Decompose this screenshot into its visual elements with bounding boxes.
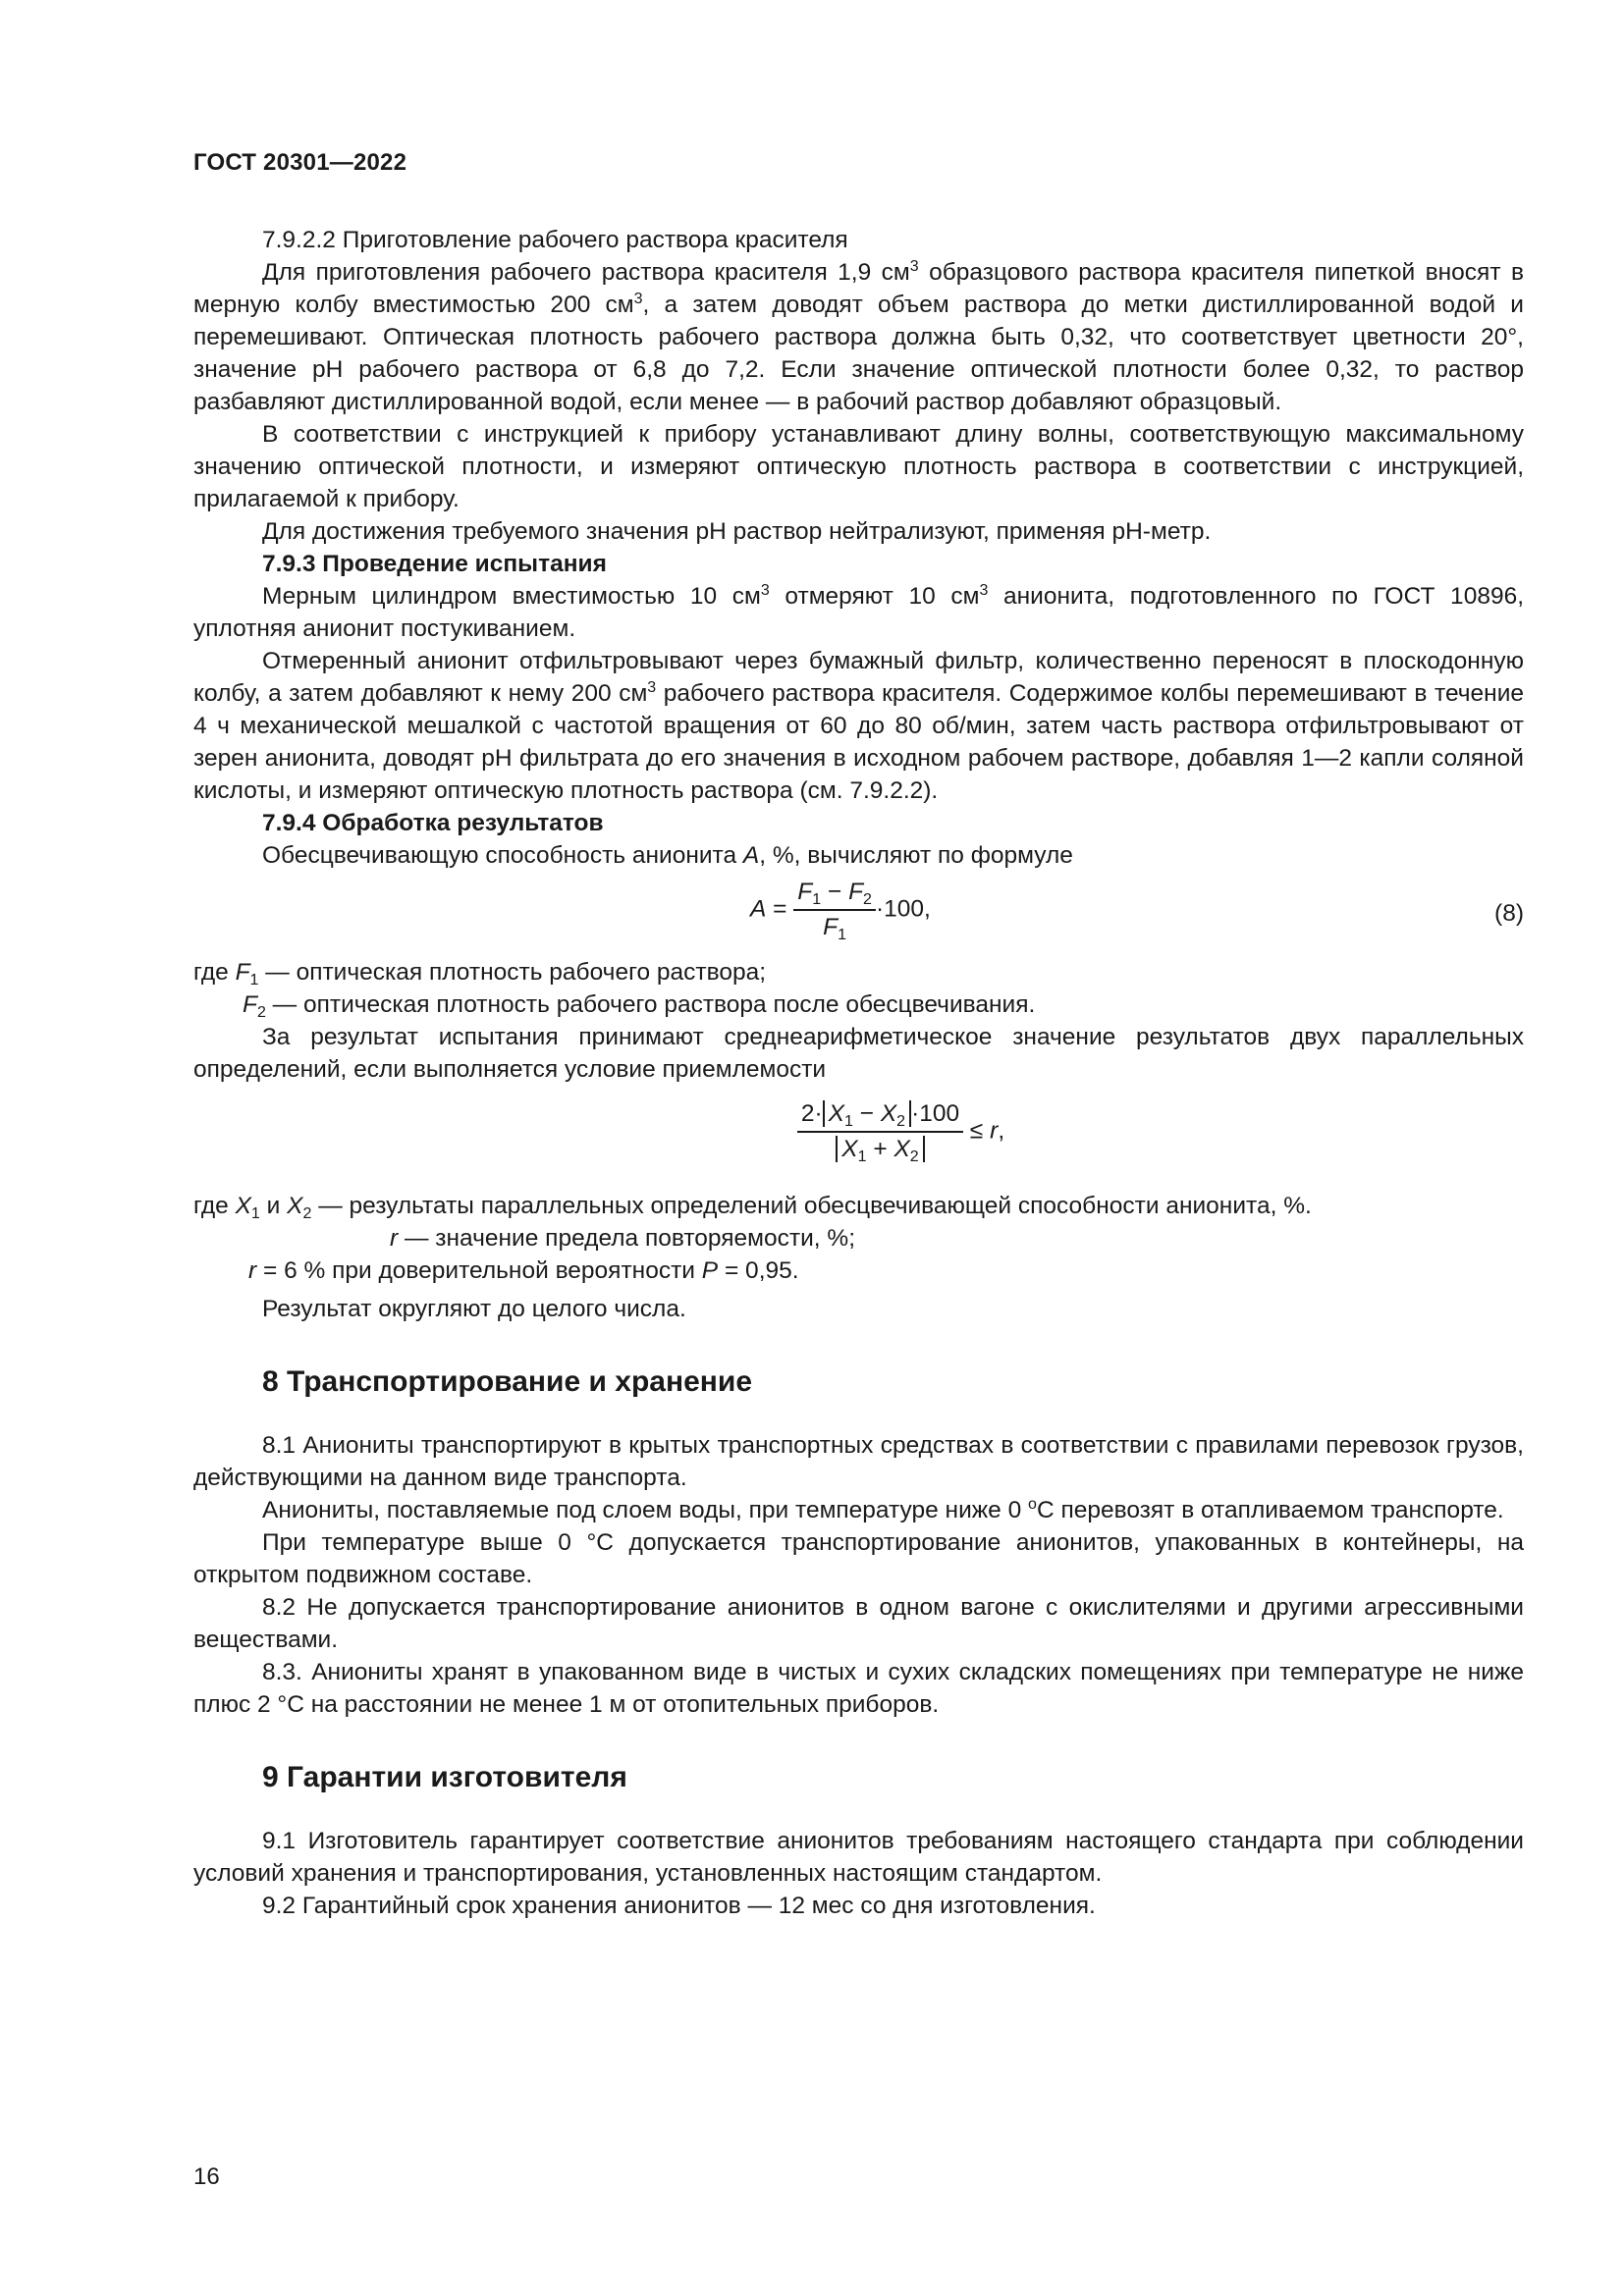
legend-r-value: r = 6 % при доверительной вероятности P = 0,95. bbox=[248, 1257, 799, 1284]
section-794-paragraph-1: Обесцвечивающую способность анионита A, %, вычисляют по формуле bbox=[262, 842, 1073, 869]
section-8-paragraph-1: 8.1 Аниониты транспортируют в крытых транспортных средствах в соответствии с правилами перевозок грузов, действующими на данном виде транспорта. bbox=[193, 1432, 1524, 1491]
result-paragraph: За результат испытания принимают среднеарифметическое значение результатов двух параллельных определений, если выполняется условие приемлемости bbox=[193, 1024, 1524, 1083]
section-7922-paragraph-1: Для приготовления рабочего раствора красителя 1,9 $см^3$ образцового раствора красителя пипеткой вносят в мерную колбу вместимостью 200 $см^3$, а затем доводят объем раствора до метки дистиллированной водой и перемешивают. Оптическая плотность рабочего раствора должна быть 0,32, что соответствует цветности 20°, значение pH рабочего раствора от 6,8 до 7,2. Если значение оптической плотности более 0,32, то раствор разбавляют дистиллированной водой, если менее — в рабочий раствор добавляют образцовый. bbox=[193, 258, 1524, 415]
rounding-note: Результат округляют до целого числа. bbox=[262, 1296, 686, 1322]
section-793-paragraph-2: Отмеренный анионит отфильтровывают через бумажный фильтр, количественно переносят в плоскодонную колбу, а затем добавляют к нему 200 $см^3$ рабочего раствора красителя. Содержимое колбы перемешивают в течение 4 ч механической мешалкой с частотой вращения от 60 до 80 об/мин, затем часть раствора отфильтровывают от зерен анионита, доводят pH фильтрата до его значения в исходном рабочем растворе, добавляя 1—2 капли соляной кислоты, и измеряют оптическую плотность раствора (см. 7.9.2.2). bbox=[193, 648, 1525, 804]
section-7922-paragraph-2: В соответствии с инструкцией к прибору устанавливают длину волны, соответствующую максимальному значению оптической плотности, и измеряют оптическую плотность раствора в соответствии с инструкцией, прилагаемой к прибору. bbox=[193, 421, 1524, 512]
section-794-title: 7.9.4 Обработка результатов bbox=[262, 810, 604, 836]
formula-8: A = $\frac{F_1 - F_2}{F_1}$ ·100, (8) bbox=[750, 879, 1524, 943]
section-7922-title: 7.9.2.2 Приготовление рабочего раствора красителя bbox=[262, 227, 848, 253]
equation-number: (8) bbox=[1494, 900, 1524, 927]
section-9-paragraph-1: 9.1 Изготовитель гарантирует соответствие анионитов требованиям настоящего стандарта при соблюдении условий хранения и транспортирования, установленных настоящим стандартом. bbox=[193, 1828, 1524, 1887]
legend-f2: $F_2$ — оптическая плотность рабочего раствора после обесцвечивания. bbox=[243, 991, 1036, 1021]
section-9-paragraph-2: 9.2 Гарантийный срок хранения анионитов — 12 мес со дня изготовления. bbox=[262, 1893, 1096, 1919]
section-8-paragraph-4: 8.2 Не допускается транспортирование анионитов в одном вагоне с окислителями и другими агрессивными веществами. bbox=[193, 1594, 1524, 1653]
section-8-heading: 8 Транспортирование и хранение bbox=[262, 1365, 753, 1398]
section-8-paragraph-3: При температуре выше 0 °С допускается транспортирование анионитов, упакованных в контейнеры, на открытом подвижном составе. bbox=[193, 1529, 1524, 1588]
section-793-paragraph-1: Мерным цилиндром вместимостью 10 $см^3$ отмеряют 10 $см^3$ анионита, подготовленного по ГОСТ 10896, уплотняя анионит постукиванием. bbox=[193, 582, 1524, 642]
section-7922-paragraph-3: Для достижения требуемого значения pH раствор нейтрализуют, применяя pH-метр. bbox=[262, 518, 1212, 545]
legend-r: r — значение предела повторяемости, %; bbox=[390, 1225, 856, 1252]
page-number: 16 bbox=[193, 2163, 220, 2190]
section-8-paragraph-2: Аниониты, поставляемые под слоем воды, при температуре ниже 0 $^о$С перевозят в отапливаемом транспорте. bbox=[262, 1496, 1504, 1523]
legend-x1-x2: где $X_1$ и $X_2$ — результаты параллельных определений обесцвечивающей способности анионита, %. bbox=[193, 1193, 1312, 1222]
acceptability-condition: $\frac{2\cdot X_1 - X_2 \cdot 100}{X_1 + X_2}$ ≤ r, bbox=[193, 1099, 1524, 1172]
section-8-paragraph-5: 8.3. Аниониты хранят в упакованном виде в чистых и сухих складских помещениях при температуре не ниже плюс 2 °С на расстоянии не менее 1 м от отопительных приборов. bbox=[193, 1659, 1524, 1718]
section-793-title: 7.9.3 Проведение испытания bbox=[262, 551, 607, 577]
document-header: ГОСТ 20301—2022 bbox=[193, 149, 407, 176]
section-9-heading: 9 Гарантии изготовителя bbox=[262, 1761, 627, 1793]
legend-f1: где $F_1$ — оптическая плотность рабочего раствора; bbox=[193, 959, 767, 988]
document-body bbox=[193, 224, 1524, 1922]
